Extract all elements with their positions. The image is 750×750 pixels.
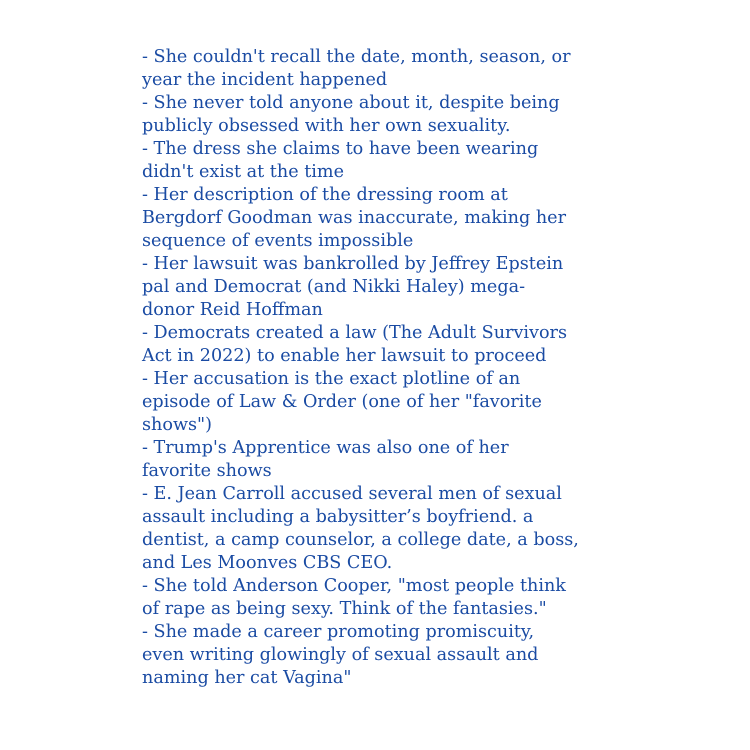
text-line: - She told Anderson Cooper, "most people think xyxy=(142,576,566,596)
text-line: naming her cat Vagina" xyxy=(142,668,352,688)
text-line: episode of Law & Order (one of her "favorite xyxy=(142,392,542,412)
text-line: publicly obsessed with her own sexuality. xyxy=(142,116,511,136)
text-line: and Les Moonves CBS CEO. xyxy=(142,553,393,573)
text-line: - Democrats created a law (The Adult Survivors xyxy=(142,323,567,343)
text-line: - She couldn't recall the date, month, season, or xyxy=(142,47,571,67)
text-line: sequence of events impossible xyxy=(142,231,414,251)
text-line: of rape as being sexy. Think of the fantasies." xyxy=(142,599,547,619)
text-line: shows") xyxy=(142,415,212,435)
text-line: - She made a career promoting promiscuity, xyxy=(142,622,535,642)
text-line: - E. Jean Carroll accused several men of sexual xyxy=(142,484,562,504)
text-line: assault including a babysitter’s boyfriend. a xyxy=(142,507,534,527)
text-line: donor Reid Hoffman xyxy=(142,300,323,320)
text-document xyxy=(142,46,612,690)
text-line: Bergdorf Goodman was inaccurate, making her xyxy=(142,208,567,228)
text-line: year the incident happened xyxy=(142,70,388,90)
text-line: - Her accusation is the exact plotline of an xyxy=(142,369,521,389)
text-line: - She never told anyone about it, despite being xyxy=(142,93,560,113)
text-line: - The dress she claims to have been wearing xyxy=(142,139,539,159)
text-line: pal and Democrat (and Nikki Haley) mega- xyxy=(142,277,526,297)
text-line: favorite shows xyxy=(142,461,272,481)
text-line: - Trump's Apprentice was also one of her xyxy=(142,438,509,458)
text-line: even writing glowingly of sexual assault and xyxy=(142,645,539,665)
text-line: - Her lawsuit was bankrolled by Jeffrey Epstein xyxy=(142,254,564,274)
text-line: dentist, a camp counselor, a college date, a boss, xyxy=(142,530,579,550)
text-line: Act in 2022) to enable her lawsuit to proceed xyxy=(142,346,547,366)
text-line: - Her description of the dressing room at xyxy=(142,185,508,205)
text-line: didn't exist at the time xyxy=(142,162,344,182)
